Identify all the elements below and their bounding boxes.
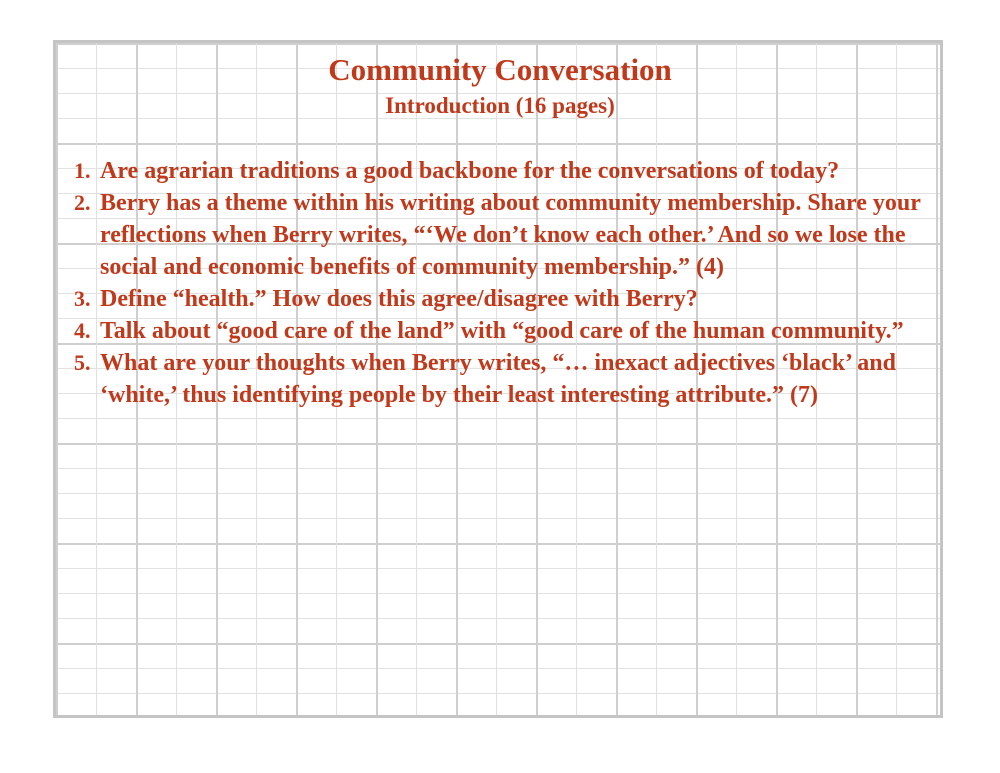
question-number: 4. xyxy=(74,318,91,343)
question-number: 2. xyxy=(74,190,91,215)
question-number: 1. xyxy=(74,158,91,183)
question-text: Define “health.” How does this agree/disagree with Berry? xyxy=(100,286,698,312)
question-number: 5. xyxy=(74,350,91,375)
question-text: Talk about “good care of the land” with “good care of the human community.” xyxy=(100,318,904,344)
question-number: 3. xyxy=(74,286,91,311)
question-item-2 xyxy=(70,187,940,283)
question-text: Are agrarian traditions a good backbone for the conversations of today? xyxy=(100,158,840,184)
slide-subtitle: Introduction (16 pages) xyxy=(385,93,615,118)
question-item-5 xyxy=(70,347,940,411)
slide-title: Community Conversation xyxy=(328,52,672,87)
question-text: Berry has a theme within his writing about community membership. Share your reflections when Berry writes, “‘We don’t know each other.’ And so we lose the social and economic benefits of community membership.” (4) xyxy=(100,190,921,280)
question-item-1 xyxy=(70,155,940,187)
question-item-3 xyxy=(70,283,940,315)
question-item-4 xyxy=(70,315,940,347)
question-list xyxy=(70,155,940,411)
question-text: What are your thoughts when Berry writes, “… inexact adjectives ‘black’ and ‘white,’ thus identifying people by their least interesting attribute.” (7) xyxy=(100,350,896,408)
